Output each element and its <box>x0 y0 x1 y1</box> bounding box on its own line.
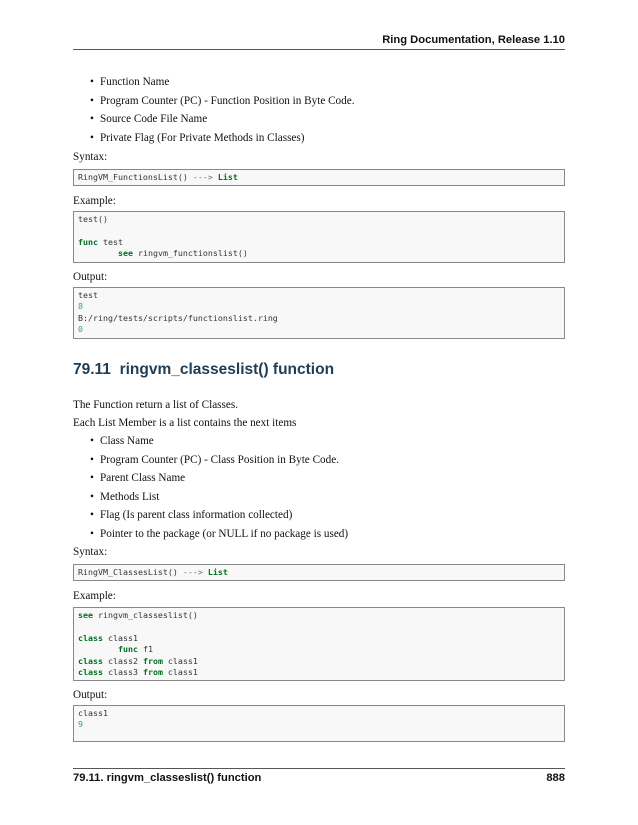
list-item: • Pointer to the package (or NULL if no package is used) <box>92 525 348 544</box>
example-label: Example: <box>73 195 116 207</box>
example-label: Example: <box>73 590 116 602</box>
code-keyword: class <box>78 632 103 643</box>
output-line: B:/ring/tests/scripts/functionslist.ring <box>78 312 278 323</box>
code-text: class1 <box>102 632 138 643</box>
syntax-code-block <box>73 564 565 581</box>
header-rule <box>73 49 565 50</box>
list-item: • Source Code File Name <box>92 110 355 129</box>
output-label: Output: <box>73 271 108 283</box>
code-line-blank <box>78 225 560 236</box>
intro-paragraph: Each List Member is a list contains the next items <box>73 417 297 429</box>
code-keyword: func <box>78 236 98 247</box>
code-text: ringvm_functionslist() <box>132 248 248 259</box>
code-text: class2 <box>102 655 143 666</box>
code-line <box>78 633 560 644</box>
syntax-code-block <box>73 169 565 186</box>
code-arrow: ---> <box>182 567 203 577</box>
section-title: ringvm_classeslist() function <box>119 361 335 378</box>
code-keyword: from <box>142 666 163 677</box>
code-function: RingVM_FunctionsList() <box>78 172 188 182</box>
syntax-label: Syntax: <box>73 151 108 163</box>
list-item: • Class Name <box>92 432 348 451</box>
function-item-list <box>92 73 355 147</box>
page-number: 888 <box>546 772 565 784</box>
code-line: test() <box>78 214 108 224</box>
code-line <box>78 610 560 621</box>
code-keyword: see <box>117 248 133 259</box>
code-line <box>78 656 560 667</box>
code-text: ringvm_classeslist() <box>93 610 198 620</box>
code-line <box>78 248 560 259</box>
code-keyword: class <box>78 655 103 666</box>
code-line <box>78 644 560 655</box>
code-text: class1 <box>162 655 198 666</box>
code-text: class3 <box>102 666 143 677</box>
output-line: test <box>78 290 98 300</box>
code-text: f1 <box>137 644 153 655</box>
code-return-type: List <box>217 172 238 182</box>
code-text: test <box>97 236 123 247</box>
output-line: 0 <box>78 324 83 335</box>
syntax-label: Syntax: <box>73 546 108 558</box>
code-text: class1 <box>162 666 198 677</box>
intro-paragraph: The Function return a list of Classes. <box>73 399 238 411</box>
running-header: Ring Documentation, Release 1.10 <box>382 34 565 46</box>
code-indent <box>78 644 118 654</box>
class-item-list <box>92 432 348 543</box>
footer-rule <box>73 768 565 769</box>
output-line: class1 <box>78 708 108 718</box>
code-indent <box>78 248 118 258</box>
footer-section-label: 79.11. ringvm_classeslist() function <box>73 772 262 784</box>
code-line <box>78 237 560 248</box>
code-keyword: func <box>117 644 138 655</box>
code-keyword: class <box>78 666 103 677</box>
list-item: • Flag (Is parent class information collected) <box>92 506 348 525</box>
code-arrow: ---> <box>192 172 213 182</box>
list-item: • Methods List <box>92 488 348 507</box>
example-code-block <box>73 607 565 681</box>
output-label: Output: <box>73 689 108 701</box>
example-code-block <box>73 211 565 263</box>
list-item: • Program Counter (PC) - Class Position in Byte Code. <box>92 451 348 470</box>
output-line: 9 <box>78 719 83 730</box>
list-item: • Parent Class Name <box>92 469 348 488</box>
output-line: 8 <box>78 301 83 312</box>
code-keyword: from <box>142 655 163 666</box>
list-item: • Private Flag (For Private Methods in Classes) <box>92 129 355 148</box>
code-line-blank <box>78 621 560 632</box>
list-item: • Function Name <box>92 73 355 92</box>
section-number: 79.11 <box>73 361 111 378</box>
section-heading <box>73 361 334 379</box>
code-line <box>78 667 560 678</box>
output-code-block <box>73 705 565 742</box>
output-code-block <box>73 287 565 339</box>
code-function: RingVM_ClassesList() <box>78 567 178 577</box>
list-item: • Program Counter (PC) - Function Position in Byte Code. <box>92 92 355 111</box>
code-keyword: see <box>78 610 93 620</box>
code-return-type: List <box>207 567 228 577</box>
